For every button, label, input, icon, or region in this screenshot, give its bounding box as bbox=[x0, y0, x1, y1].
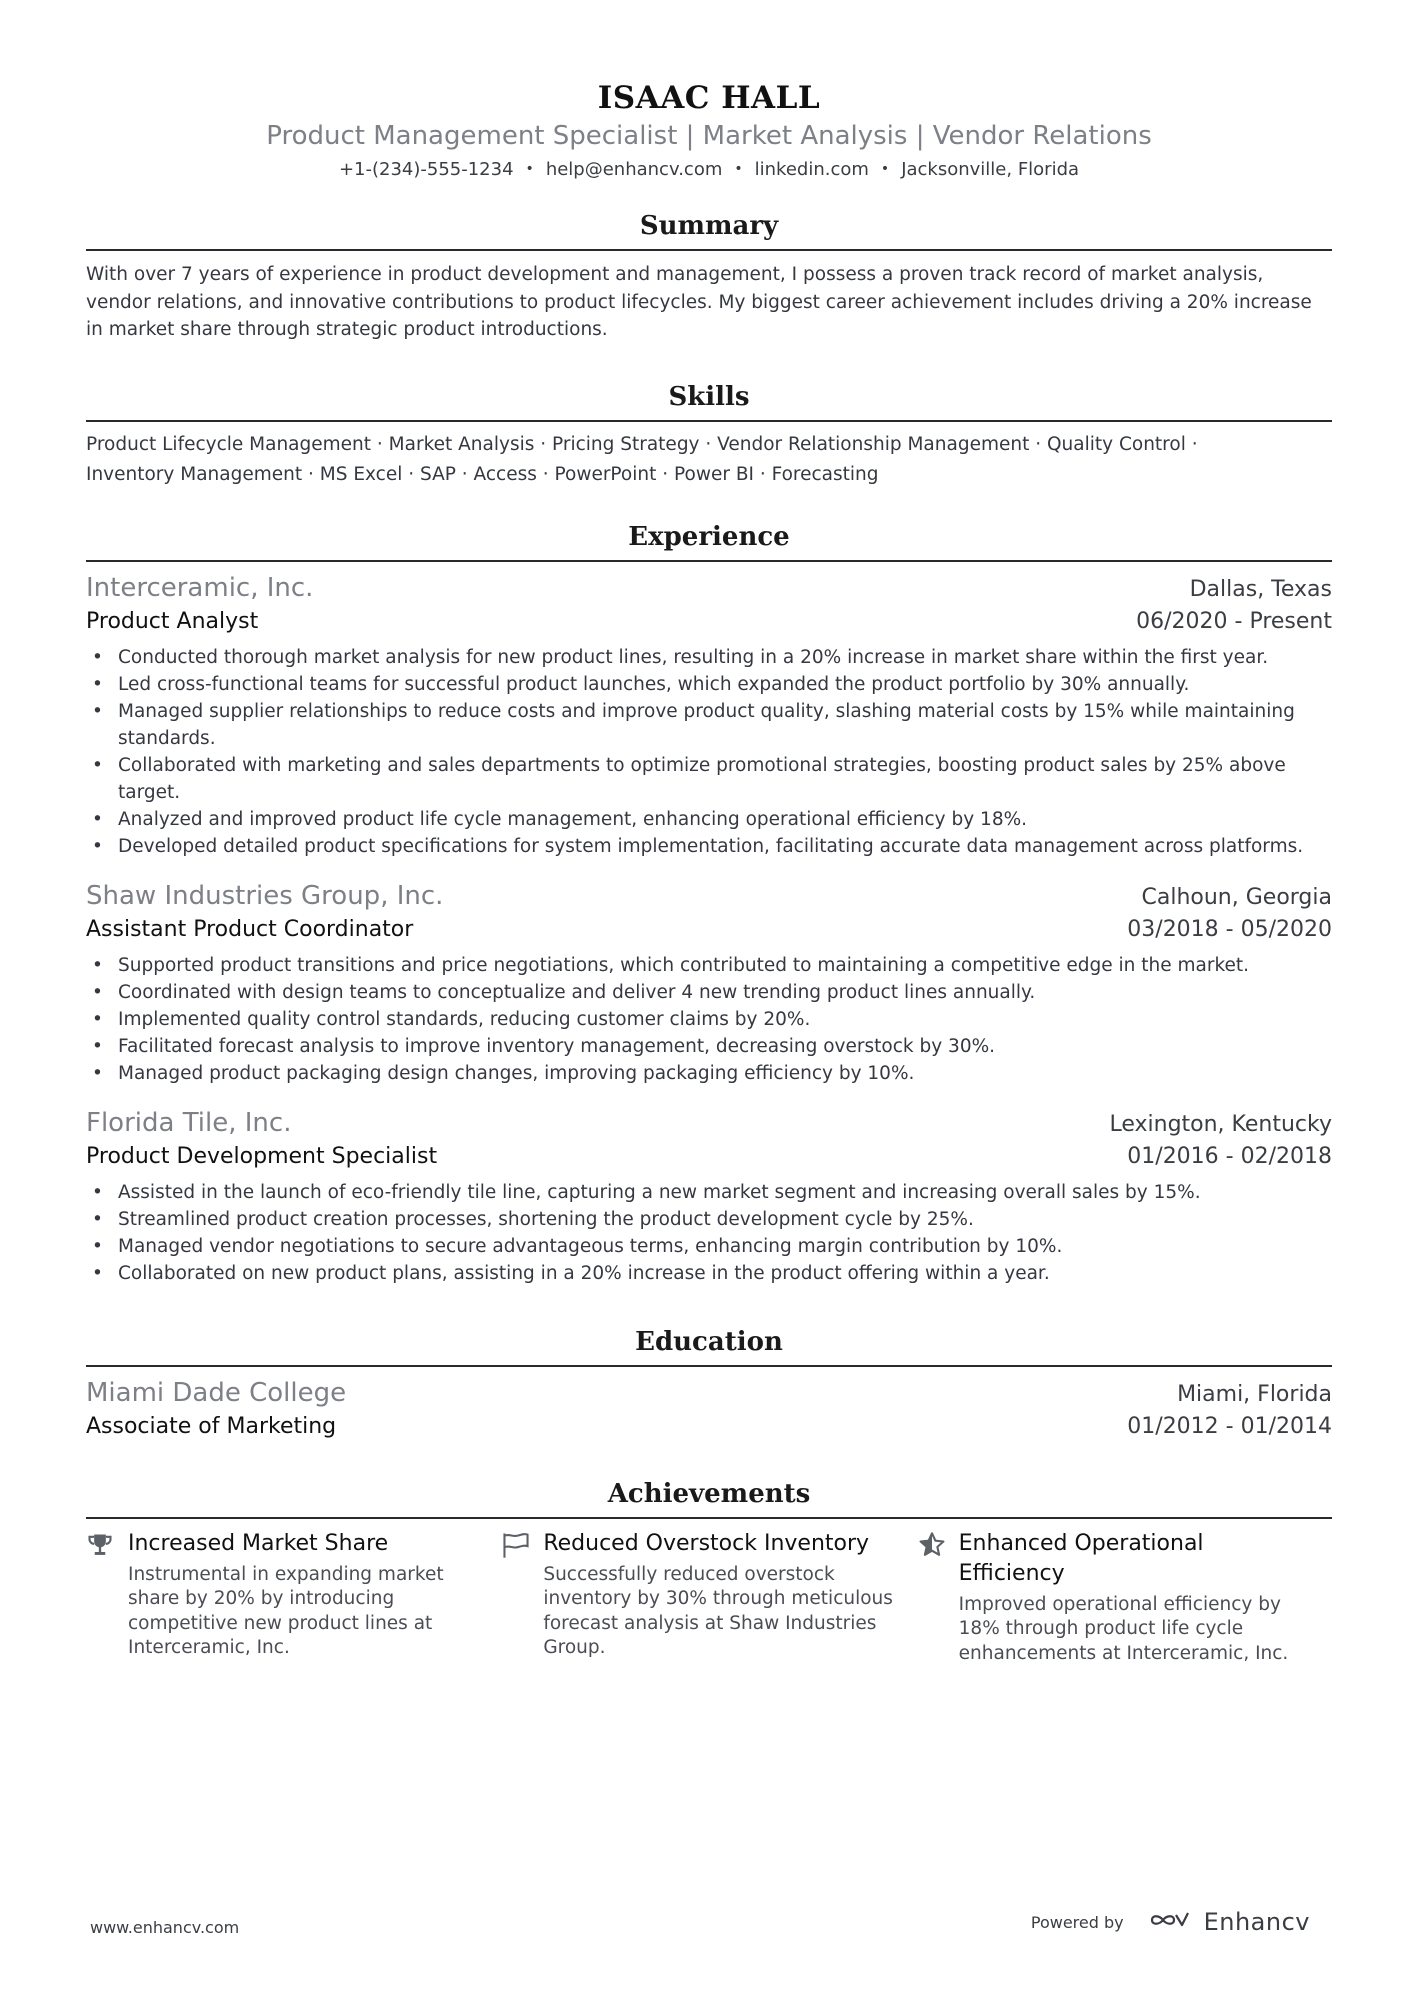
section-divider bbox=[86, 249, 1332, 251]
section-divider bbox=[86, 1365, 1332, 1367]
bullet-item: • Facilitated forecast analysis to improve inventory management, decreasing overstock by 30%. bbox=[86, 1033, 1332, 1060]
bullet-item: • Managed supplier relationships to reduce costs and improve product quality, slashing material costs by 15% while maintaining standards. bbox=[86, 698, 1332, 752]
bullet-item: • Led cross-functional teams for successful product launches, which expanded the product portfolio by 30% annually. bbox=[86, 671, 1332, 698]
job-entry bbox=[86, 878, 1332, 1087]
flag-icon bbox=[501, 1529, 543, 1667]
bullet-item: • Collaborated on new product plans, assisting in a 20% increase in the product offering within a year. bbox=[86, 1260, 1332, 1287]
company-name: Shaw Industries Group, Inc. bbox=[86, 880, 444, 911]
contact-separator: • bbox=[880, 161, 890, 177]
phone: +1-(234)-555-1234 bbox=[338, 159, 514, 180]
achievement-title: Enhanced Operational Efficiency bbox=[958, 1530, 1204, 1586]
job-bullets bbox=[86, 644, 1332, 860]
section-title-summary: Summary bbox=[639, 211, 779, 241]
bullet-item: • Coordinated with design teams to conceptualize and deliver 4 new trending product lines annually. bbox=[86, 979, 1332, 1006]
candidate-name: ISAAC HALL bbox=[597, 80, 821, 116]
bullet-item: • Conducted thorough market analysis for new product lines, resulting in a 20% increase in market share within the first year. bbox=[86, 644, 1332, 671]
achievement-item bbox=[917, 1529, 1332, 1667]
section-title-experience: Experience bbox=[628, 521, 790, 552]
contact-separator: • bbox=[734, 161, 743, 177]
school-location: Miami, Florida bbox=[1177, 1381, 1332, 1407]
bullet-item: • Managed vendor negotiations to secure advantageous terms, enhancing margin contribution by 10%. bbox=[86, 1233, 1332, 1260]
company-name: Interceramic, Inc. bbox=[86, 572, 314, 603]
section-title-education: Education bbox=[635, 1326, 783, 1357]
job-dates: 06/2020 - Present bbox=[1136, 608, 1332, 634]
job-dates: 01/2016 - 02/2018 bbox=[1127, 1143, 1332, 1169]
section-divider bbox=[86, 1517, 1332, 1519]
section-title-achievements: Achievements bbox=[607, 1478, 811, 1509]
bullet-item: • Collaborated with marketing and sales departments to optimize promotional strategies, boosting product sales by 25% above target. bbox=[86, 752, 1332, 806]
job-entry bbox=[86, 570, 1332, 860]
section-divider bbox=[86, 560, 1332, 562]
bullet-item: • Streamlined product creation processes, shortening the product development cycle by 25%. bbox=[86, 1206, 1332, 1233]
powered-by-label: Powered by bbox=[1030, 1912, 1124, 1932]
skills-list bbox=[86, 430, 1332, 490]
location: Jacksonville, Florida bbox=[901, 159, 1080, 180]
skills-line: Product Lifecycle Management · Market Analysis · Pricing Strategy · Vendor Relationship Management · Quality Control · bbox=[86, 433, 1198, 455]
achievement-title: Reduced Overstock Inventory bbox=[543, 1530, 870, 1556]
job-title: Product Development Specialist bbox=[86, 1143, 438, 1169]
bullet-item: • Analyzed and improved product life cycle management, enhancing operational efficiency by 18%. bbox=[86, 806, 1332, 833]
contact-separator: • bbox=[525, 161, 534, 177]
achievement-description: Improved operational efficiency by 18% through product life cycle enhancements at Interceramic, Inc. bbox=[958, 1593, 1289, 1664]
achievements-grid bbox=[86, 1529, 1332, 1667]
trophy-icon bbox=[86, 1529, 128, 1667]
star-icon bbox=[917, 1529, 959, 1667]
achievement-description: Successfully reduced overstock inventory by 30% through meticulous forecast analysis at Shaw Industries Group. bbox=[543, 1563, 893, 1658]
job-title: Product Analyst bbox=[86, 608, 259, 634]
skills-line: Inventory Management · MS Excel · SAP · Access · PowerPoint · Power BI · Forecasting bbox=[86, 463, 879, 485]
degree: Associate of Marketing bbox=[86, 1413, 337, 1439]
summary-section bbox=[86, 209, 1332, 344]
education-dates: 01/2012 - 01/2014 bbox=[1127, 1413, 1332, 1439]
achievements-section bbox=[86, 1477, 1332, 1667]
bullet-item: • Implemented quality control standards, reducing customer claims by 20%. bbox=[86, 1006, 1332, 1033]
brand-name[interactable]: Enhancv bbox=[1203, 1908, 1310, 1936]
bullet-item: • Developed detailed product specifications for system implementation, facilitating accurate data management across platforms. bbox=[86, 833, 1332, 860]
contact-line bbox=[86, 154, 1332, 185]
summary-text: With over 7 years of experience in product development and management, I possess a proven track record of market analysis, vendor relations, and innovative contributions to product lifecycles. My biggest career achievement includes driving a 20% increase in market share through strategic product introductions. bbox=[86, 264, 1312, 340]
job-location: Calhoun, Georgia bbox=[1141, 884, 1332, 910]
job-entry bbox=[86, 1105, 1332, 1287]
bullet-item: • Supported product transitions and price negotiations, which contributed to maintaining a competitive edge in the market. bbox=[86, 952, 1332, 979]
education-section bbox=[86, 1325, 1332, 1443]
experience-section bbox=[86, 520, 1332, 1287]
job-bullets bbox=[86, 952, 1332, 1087]
job-dates: 03/2018 - 05/2020 bbox=[1127, 916, 1332, 942]
achievement-item bbox=[86, 1529, 501, 1667]
resume-page bbox=[86, 0, 1332, 1666]
footer-website[interactable]: www.enhancv.com bbox=[90, 1918, 240, 1937]
job-bullets bbox=[86, 1179, 1332, 1287]
company-name: Florida Tile, Inc. bbox=[86, 1107, 292, 1138]
skills-section bbox=[86, 380, 1332, 490]
bullet-item: • Managed product packaging design changes, improving packaging efficiency by 10%. bbox=[86, 1060, 1332, 1087]
email[interactable]: help@enhancv.com bbox=[545, 159, 723, 180]
job-title: Assistant Product Coordinator bbox=[86, 916, 414, 942]
job-location: Lexington, Kentucky bbox=[1109, 1111, 1332, 1137]
achievement-item bbox=[501, 1529, 916, 1667]
footer-branding bbox=[1031, 1908, 1310, 1936]
candidate-tagline: Product Management Specialist | Market Analysis | Vendor Relations bbox=[266, 121, 1152, 151]
achievement-description: Instrumental in expanding market share by 20% by introducing competitive new product lines at Interceramic, Inc. bbox=[128, 1563, 444, 1658]
bullet-item: • Assisted in the launch of eco-friendly tile line, capturing a new market segment and increasing overall sales by 15%. bbox=[86, 1179, 1332, 1206]
school-name: Miami Dade College bbox=[86, 1377, 347, 1408]
section-title-skills: Skills bbox=[668, 381, 750, 412]
job-location: Dallas, Texas bbox=[1189, 576, 1332, 602]
enhancv-logo-icon bbox=[1148, 1908, 1196, 1936]
section-divider bbox=[86, 420, 1332, 422]
linkedin[interactable]: linkedin.com bbox=[754, 159, 869, 180]
achievement-title: Increased Market Share bbox=[128, 1530, 389, 1556]
education-entry bbox=[86, 1375, 1332, 1443]
